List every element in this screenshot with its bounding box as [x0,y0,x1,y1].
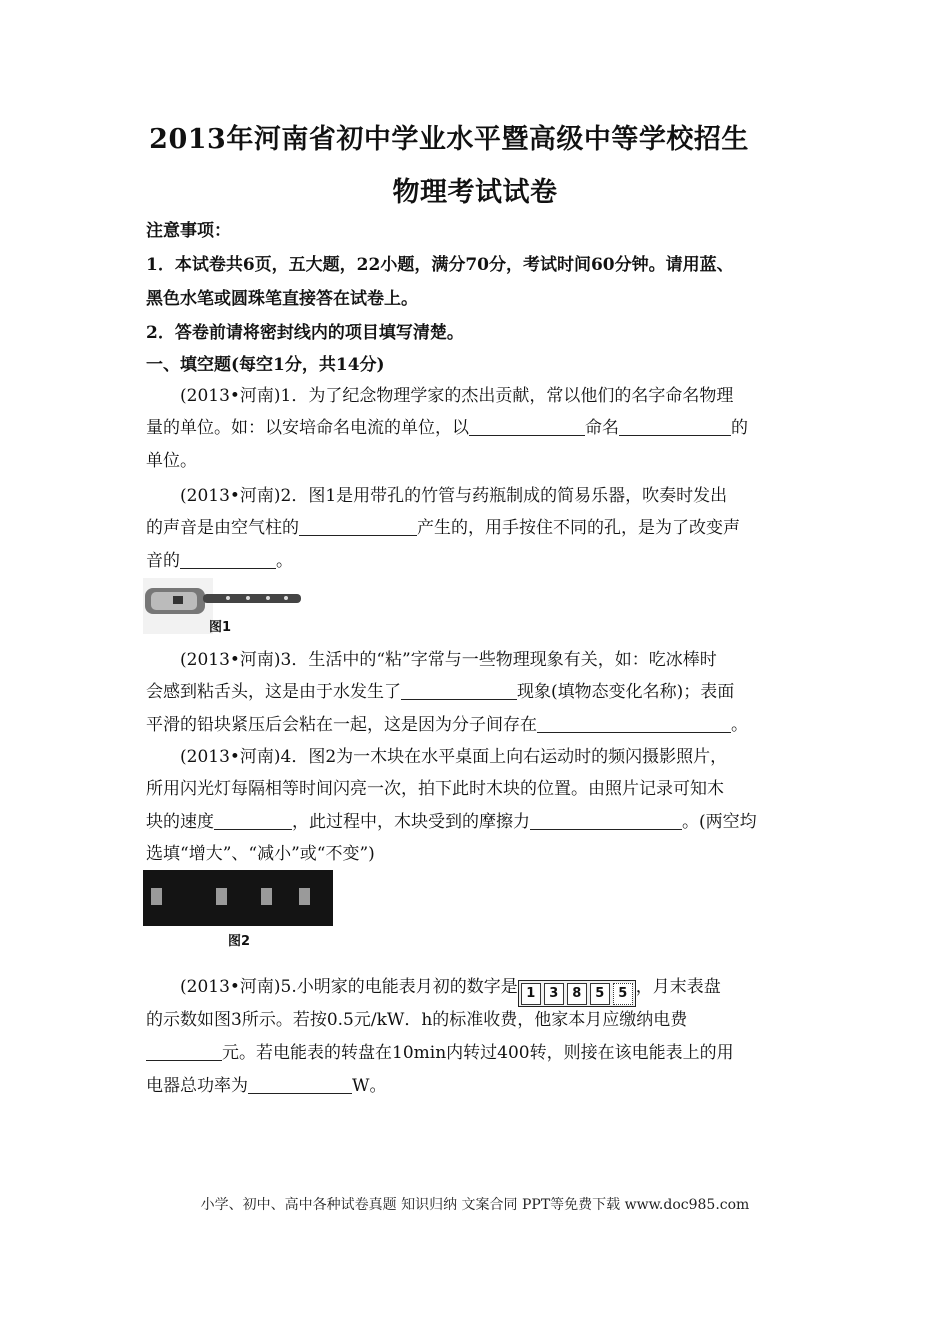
q3-line3 [146,710,748,735]
notice-item1-line2: 黑色水笔或圆珠笔直接答在试卷上。 [146,289,418,309]
q3-text-c: 平滑的铅块紧压后会粘在一起，这是因为分子间存在 [146,715,537,735]
q5-line3 [146,1038,734,1063]
meter-digit: 5 [590,983,610,1005]
q4-blank-1[interactable] [214,811,292,830]
q5-text-d: 电器总功率为 [146,1076,248,1096]
q3-line1: (2013•河南)3．生活中的“粘”字常与一些物理现象有关，如：吃冰棒时 [180,650,717,670]
q2-blank-2[interactable] [180,550,276,569]
q4-line2: 所用闪光灯每隔相等时间闪亮一次，拍下此时木块的位置。由照片记录可知木 [146,779,724,799]
q3-text-d: 。 [731,715,748,735]
q3-text-a: 会感到粘舌头，这是由于水发生了 [146,682,401,702]
q3-text-b: 现象(填物态变化名称)；表面 [517,682,735,702]
q3-blank-1[interactable] [401,681,517,700]
figure-1-caption: 图1 [209,620,232,635]
figure-2-strobe-photo [143,870,333,926]
q1-line1: (2013•河南)1．为了纪念物理学家的杰出贡献，常以他们的名字命名物理 [180,386,734,406]
notice-heading: 注意事项： [146,221,231,241]
page-footer: 小学、初中、高中各种试卷真题 知识归纳 文案合同 PPT等免费下载 www.doc985.com [200,1197,750,1213]
q4-line4: 选填“增大”、“减小”或“不变”) [146,844,375,864]
q5-text-e: W。 [352,1076,387,1096]
notice-item2: 2．答卷前请将密封线内的项目填写清楚。 [146,323,464,343]
q4-line1: (2013•河南)4．图2为一木块在水平桌面上向右运动时的频闪摄影照片， [180,747,728,767]
section1-heading: 一、填空题(每空1分，共14分) [146,355,385,375]
notice-item1-line1: 1．本试卷共6页，五大题，22小题，满分70分，考试时间60分钟。请用蓝、 [146,255,734,275]
q1-blank-2[interactable] [619,417,731,436]
q3-line2 [146,677,734,702]
q1-line3: 单位。 [146,451,197,471]
meter-digit-decimal: 5 [613,983,633,1005]
q1-text-c: 的 [731,418,748,438]
q5-text-c: 元。若电能表的转盘在10min内转过400转，则接在该电能表上的用 [222,1043,734,1063]
electric-meter-reading [518,980,636,1007]
q5-text-b: ，月末表盘 [635,977,721,997]
q5-blank-1[interactable] [146,1042,222,1061]
strobe-blocks-illustration [143,870,333,926]
q4-line3 [146,807,757,832]
q2-text-d: 。 [276,551,293,571]
exam-title-line2: 物理考试试卷 [392,177,558,208]
q5-line4 [146,1071,386,1096]
q2-text-b: 产生的，用手按住不同的孔，是为了改变声 [417,518,740,538]
q4-text-a: 块的速度 [146,812,214,832]
q2-line3 [146,546,293,571]
q1-blank-1[interactable] [469,417,585,436]
q2-line2 [146,513,740,538]
q5-text-a: (2013•河南)5.小明家的电能表月初的数字是 [180,977,518,997]
q2-blank-1[interactable] [299,517,417,536]
q5-blank-2[interactable] [248,1075,352,1094]
meter-digit: 3 [544,983,564,1005]
q4-text-b: ，此过程中，木块受到的摩擦力 [292,812,530,832]
exam-title-line1: 2013年河南省初中学业水平暨高级中等学校招生 [149,124,749,155]
q5-line2: 的示数如图3所示。若按0.5元/kW．h的标准收费，他家本月应缴纳电费 [146,1010,688,1030]
q4-text-c: 。(两空均 [682,812,757,832]
q5-line1 [180,972,721,1007]
q1-text-b: 命名 [585,418,619,438]
q1-text-a: 量的单位。如：以安培命名电流的单位，以 [146,418,469,438]
meter-digit: 8 [567,983,587,1005]
q2-line1: (2013•河南)2．图1是用带孔的竹管与药瓶制成的简易乐器，吹奏时发出 [180,486,728,506]
q3-blank-2[interactable] [537,714,731,733]
figure-2-caption: 图2 [228,934,251,949]
meter-digit: 1 [521,983,541,1005]
q2-text-c: 音的 [146,551,180,571]
q4-blank-2[interactable] [530,811,682,830]
q2-text-a: 的声音是由空气柱的 [146,518,299,538]
q1-line2 [146,413,748,438]
